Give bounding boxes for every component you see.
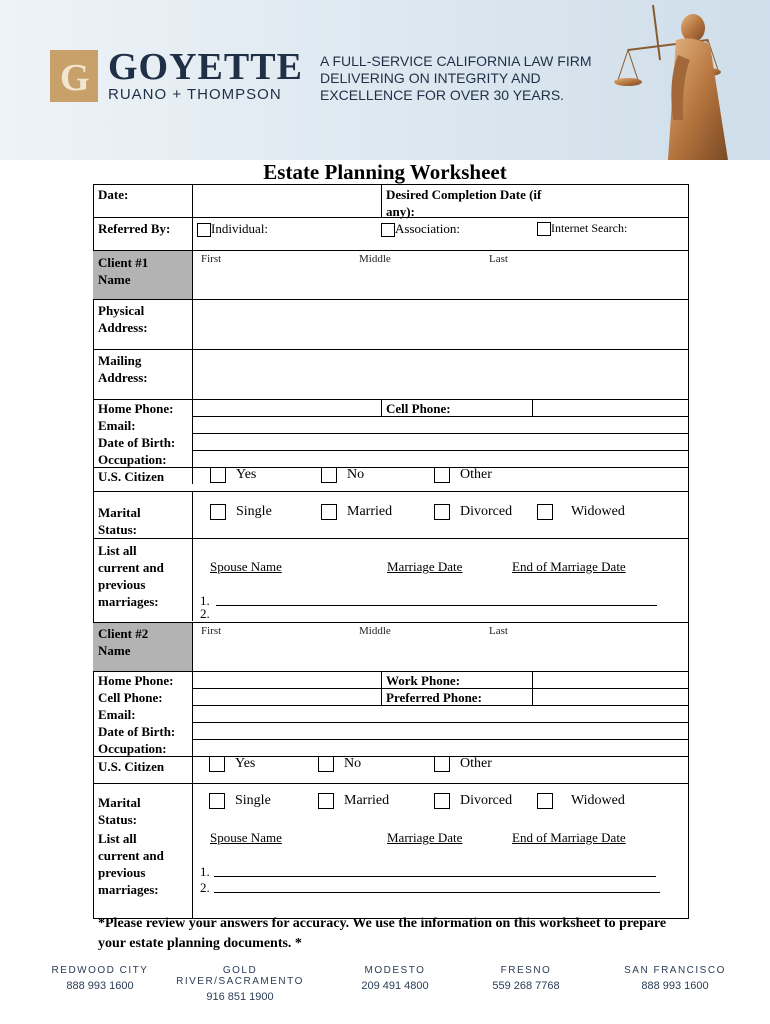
client2-last-label: Last [489,625,508,637]
option-label: Married [344,793,390,809]
client2-marriages-label: List all current and previous marriages: [98,831,164,897]
office-phone: 559 268 7768 [492,980,560,992]
individual-label: Individual: [211,221,269,236]
client2-middle-label: Middle [359,625,391,637]
referral-association[interactable] [381,221,460,237]
client1-dob-label: Date of Birth: [98,435,176,450]
client2-work-phone-label: Work Phone: [386,673,461,688]
internet-search-label: Internet Search: [551,221,628,235]
client2-citizen-yes[interactable] [209,756,255,772]
client1-last-label: Last [489,253,508,265]
client2-marriage-line-1[interactable] [214,876,656,877]
office-city: FRESNO [500,965,552,976]
client2-first-label: First [201,625,222,637]
option-label: Single [236,504,272,520]
logo-firm-name: GOYETTE [108,46,303,88]
client1-marriage-date-header: Marriage Date [387,559,463,574]
client1-end-marriage-header: End of Marriage Date [512,559,626,574]
footer-office-modesto [320,965,470,992]
checkbox[interactable] [210,504,226,520]
footer-office-sacramento [165,965,315,1003]
checkbox[interactable] [537,793,553,809]
logo-mark [50,50,98,102]
referral-individual[interactable] [197,221,268,237]
client1-name-label: Client #1 Name [98,255,149,287]
office-phone: 888 993 1600 [641,980,709,992]
option-label: Divorced [460,793,513,809]
client2-spouse-name-header: Spouse Name [210,830,282,845]
footer-office-san-francisco [600,965,750,992]
option-label: Single [235,793,271,809]
client1-home-phone-label: Home Phone: [98,401,174,416]
client1-occupation-label: Occupation: [98,452,167,467]
option-label: Widowed [571,793,625,809]
client2-cell-phone-label: Cell Phone: [98,690,163,705]
checkbox[interactable] [434,756,450,772]
client1-spouse-name-header: Spouse Name [210,559,282,574]
client1-marital-label: Marital Status: [98,505,141,537]
client2-marital-widowed[interactable] [537,793,625,809]
client2-home-phone-label: Home Phone: [98,673,174,688]
client2-citizen-label: U.S. Citizen [98,759,165,774]
client2-marital-single[interactable] [209,793,271,809]
checkbox[interactable] [434,467,450,483]
client1-citizen-yes[interactable] [210,467,256,483]
client2-citizen-other[interactable] [434,756,492,772]
option-label: Yes [235,756,256,772]
client1-email-label: Email: [98,418,136,433]
physical-address-label: Physical Address: [98,303,148,335]
client1-marital-divorced[interactable] [434,504,512,520]
logo-letter: G [60,57,90,99]
client2-dob-label: Date of Birth: [98,724,176,739]
option-label: Widowed [571,504,625,520]
mailing-address-label: Mailing Address: [98,353,148,385]
client1-citizen-no[interactable] [321,467,364,483]
lady-justice-statue-icon [598,0,770,160]
checkbox[interactable] [318,793,334,809]
checkbox[interactable] [321,467,337,483]
checkbox[interactable] [434,793,450,809]
office-city: GOLD RIVER/SACRAMENTO [176,965,304,987]
referral-internet[interactable] [537,221,627,236]
client2-marital-married[interactable] [318,793,389,809]
association-label: Association: [395,221,460,236]
date-label: Date: [98,187,129,202]
client2-citizen-no[interactable] [318,756,361,772]
individual-checkbox[interactable] [197,223,211,237]
client2-end-marriage-header: End of Marriage Date [512,830,626,845]
client2-preferred-phone-label: Preferred Phone: [386,690,482,705]
client2-occupation-label: Occupation: [98,741,167,756]
option-label: No [344,756,362,772]
page-title: Estate Planning Worksheet [263,160,507,184]
checkbox[interactable] [537,504,553,520]
client2-marriage-line-2[interactable] [214,892,660,893]
office-city: REDWOOD CITY [51,965,149,976]
association-checkbox[interactable] [381,223,395,237]
client1-marriage-line-2-label: 2. [200,606,210,621]
checkbox[interactable] [210,467,226,483]
checkbox[interactable] [321,504,337,520]
option-label: Other [460,467,492,483]
client2-email-label: Email: [98,707,136,722]
client1-marriage-line-1[interactable] [216,605,657,606]
client1-citizen-label: U.S. Citizen [98,469,165,484]
client1-cell-phone-label: Cell Phone: [386,401,451,416]
checkbox[interactable] [209,756,225,772]
client2-marriage-line-1-label: 1. [200,864,210,879]
desired-completion-label: Desired Completion Date (if any): [386,187,542,219]
header-banner [0,0,770,160]
option-label: No [347,467,365,483]
client1-marriage-line-1-label: 1. [200,593,210,608]
client1-marriages-label: List all current and previous marriages: [98,543,164,609]
client1-first-label: First [201,253,222,265]
client2-marriage-line-2-label: 2. [200,880,210,895]
tagline: A FULL-SERVICE CALIFORNIA LAW FIRM DELIVERING ON INTEGRITY AND EXCELLENCE FOR OVER 30 YEARS. [320,53,592,103]
client1-marital-single[interactable] [210,504,272,520]
internet-search-checkbox[interactable] [537,222,551,236]
referred-by-label: Referred By: [98,221,171,236]
client2-marital-divorced[interactable] [434,793,512,809]
office-phone: 888 993 1600 [66,980,134,992]
client2-name-label: Client #2 Name [98,626,149,658]
footer-office-fresno [451,965,601,992]
review-note: *Please review your answers for accuracy. We use the information on this worksheet to prepare your estate planning documents. * [98,916,667,951]
client1-marital-married[interactable] [321,504,392,520]
footer-office-redwood [25,965,175,992]
checkbox[interactable] [318,756,334,772]
option-label: Divorced [460,504,513,520]
option-label: Married [347,504,393,520]
office-phone: 209 491 4800 [361,980,429,992]
client1-marital-widowed[interactable] [537,504,625,520]
checkbox[interactable] [209,793,225,809]
logo-firm-subname: RUANO + THOMPSON [108,86,282,103]
office-phone: 916 851 1900 [206,991,274,1003]
client2-marital-label: Marital Status: [98,795,141,827]
option-label: Other [460,756,492,772]
checkbox[interactable] [434,504,450,520]
client1-citizen-other[interactable] [434,467,492,483]
client2-marriage-date-header: Marriage Date [387,830,463,845]
option-label: Yes [236,467,257,483]
office-city: SAN FRANCISCO [624,965,726,976]
office-city: MODESTO [364,965,426,976]
client1-middle-label: Middle [359,253,391,265]
